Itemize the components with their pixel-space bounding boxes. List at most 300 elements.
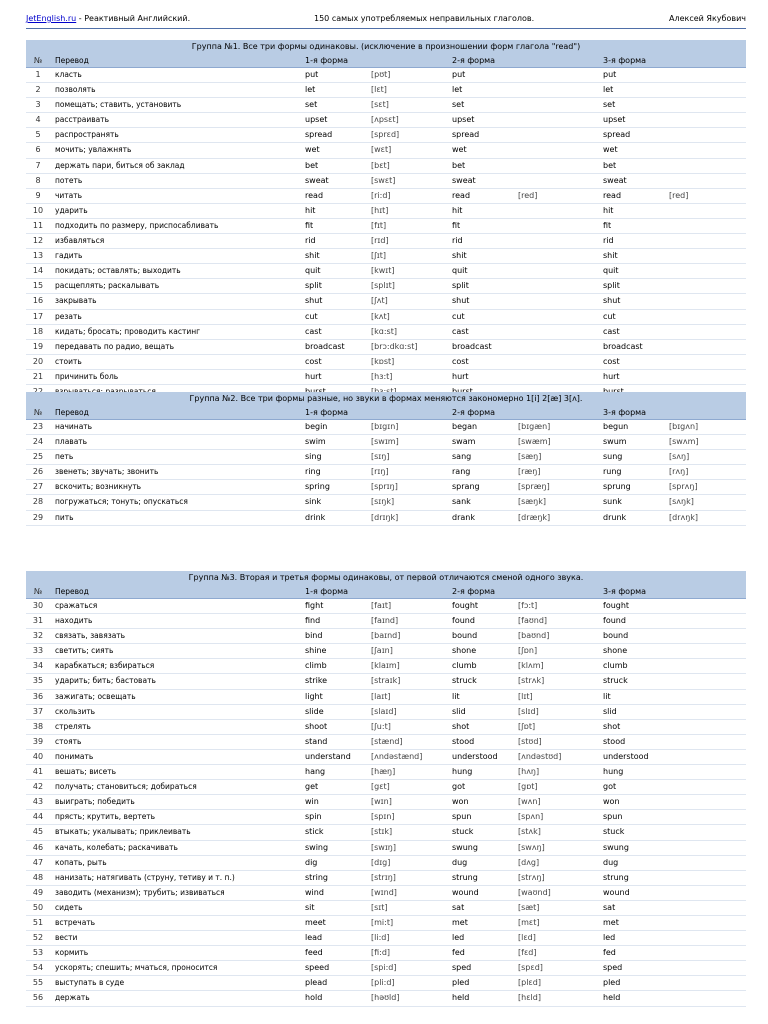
- transcription-2: [swæm]: [518, 437, 551, 447]
- transcription-2: [fɔ:t]: [518, 601, 538, 610]
- table-row: [26, 204, 746, 219]
- table-row: [26, 946, 746, 961]
- form-1: shine: [305, 646, 327, 656]
- header-form-2: 2-я форма: [452, 56, 496, 65]
- table-row: [26, 159, 746, 174]
- form-3: sweat: [603, 175, 627, 185]
- form-2: began: [452, 422, 478, 431]
- form-3: fed: [603, 948, 616, 958]
- verb-group-2: [26, 392, 746, 526]
- row-number: 26: [32, 467, 44, 477]
- row-number: 47: [32, 857, 44, 867]
- form-3: swum: [603, 437, 627, 447]
- form-2: wound: [452, 887, 479, 897]
- transcription-1: [slaɪd]: [371, 706, 397, 716]
- table-row: [26, 234, 746, 249]
- form-2: fought: [452, 601, 479, 610]
- form-1: shut: [305, 296, 323, 306]
- form-2: shut: [452, 296, 470, 306]
- row-number: 55: [32, 978, 44, 988]
- form-1: lead: [305, 933, 323, 943]
- transcription-2: [gɒt]: [518, 782, 538, 792]
- verb-group-3: [26, 571, 746, 1007]
- form-3: struck: [603, 676, 628, 686]
- form-1: shit: [305, 251, 320, 261]
- transcription-1: [splɪt]: [371, 281, 395, 291]
- form-1: hurt: [305, 371, 322, 381]
- form-2: upset: [452, 115, 475, 125]
- form-1: fight: [305, 601, 324, 610]
- table-row: [26, 325, 746, 340]
- form-3: hurt: [603, 371, 620, 381]
- table-row: [26, 916, 746, 931]
- transcription-2: [hʌŋ]: [518, 767, 540, 777]
- form-1: swim: [305, 437, 326, 447]
- form-1: bet: [305, 160, 319, 170]
- page-header: [26, 10, 746, 29]
- row-number: 54: [32, 963, 44, 973]
- form-2: got: [452, 782, 466, 792]
- group-title: Группа №1. Все три формы одинаковы. (исключение в произношении форм глагола "read"): [26, 40, 746, 54]
- row-number: 37: [32, 706, 44, 716]
- translation: петь: [55, 452, 74, 462]
- transcription-1: [spɪn]: [371, 812, 395, 822]
- transcription-1: [klaɪm]: [371, 661, 400, 671]
- form-2: cut: [452, 311, 465, 321]
- translation: нанизать; натягивать (струну, тетиву и т. п.): [55, 872, 235, 882]
- translation: качать, колебать; раскачивать: [55, 842, 178, 852]
- translation: получать; становиться; добираться: [55, 782, 197, 792]
- form-3: won: [603, 797, 620, 807]
- form-3: hit: [603, 205, 614, 215]
- row-number: 21: [32, 371, 44, 381]
- form-2: fed: [452, 948, 465, 958]
- row-number: 16: [32, 296, 44, 306]
- row-number: 38: [32, 721, 44, 731]
- form-3: rid: [603, 236, 614, 246]
- transcription-1: [ʃaɪn]: [371, 646, 393, 656]
- form-3: fought: [603, 601, 630, 610]
- transcription-2: [stʊd]: [518, 736, 542, 746]
- form-3: shone: [603, 646, 628, 656]
- table-row: [26, 68, 746, 83]
- transcription-3: [sprʌŋ]: [669, 482, 698, 492]
- row-number: 36: [32, 691, 44, 701]
- form-3: spun: [603, 812, 623, 822]
- transcription-1: [mi:t]: [371, 917, 394, 927]
- transcription-1: [hɪt]: [371, 205, 389, 215]
- header-number: №: [33, 408, 43, 417]
- form-1: climb: [305, 661, 327, 671]
- row-number: 20: [32, 356, 44, 366]
- form-3: understood: [603, 751, 649, 761]
- form-3: stood: [603, 736, 626, 746]
- form-2: rid: [452, 236, 463, 246]
- transcription-1: [laɪt]: [371, 691, 391, 701]
- row-number: 10: [32, 205, 44, 215]
- translation: стоять: [55, 736, 82, 746]
- form-3: cast: [603, 326, 620, 336]
- row-number: 46: [32, 842, 44, 852]
- translation: скользить: [55, 706, 96, 716]
- row-number: 30: [32, 601, 44, 610]
- row-number: 6: [35, 145, 41, 155]
- form-2: dug: [452, 857, 468, 867]
- form-1: stick: [305, 827, 324, 837]
- transcription-1: [ʃu:t]: [371, 721, 391, 731]
- translation: карабкаться; взбираться: [55, 661, 155, 671]
- transcription-2: [ʌndəstʊd]: [518, 751, 562, 761]
- row-number: 14: [32, 266, 44, 276]
- transcription-1: [kʌt]: [371, 311, 390, 321]
- transcription-1: [rɪd]: [371, 236, 389, 246]
- form-2: sweat: [452, 175, 476, 185]
- translation: прясть; крутить, вертеть: [55, 812, 156, 822]
- form-1: ring: [305, 467, 321, 477]
- table-row: [26, 735, 746, 750]
- group-title: Группа №2. Все три формы разные, но звуки в формах меняются закономерно 1[i] 2[æ] 3[ʌ].: [26, 392, 746, 406]
- translation: начинать: [55, 422, 93, 431]
- row-number: 8: [35, 175, 41, 185]
- form-1: shoot: [305, 721, 328, 731]
- header-form-1: 1-я форма: [305, 587, 349, 596]
- table-row: [26, 705, 746, 720]
- form-3: swung: [603, 842, 629, 852]
- form-1: upset: [305, 115, 328, 125]
- row-number: 27: [32, 482, 44, 492]
- transcription-1: [brɔ:dkɑ:st]: [371, 341, 418, 351]
- form-2: slid: [452, 706, 466, 716]
- site-suffix: - Реактивный Английский.: [76, 14, 191, 23]
- row-number: 24: [32, 437, 44, 447]
- row-number: 3: [35, 100, 41, 110]
- transcription-1: [wɛt]: [371, 145, 392, 155]
- transcription-2: [mɛt]: [518, 917, 540, 927]
- table-row: [26, 931, 746, 946]
- form-2: sped: [452, 963, 472, 973]
- transcription-3: [bɪgʌn]: [669, 422, 699, 431]
- form-1: feed: [305, 948, 323, 958]
- translation: пить: [55, 512, 74, 522]
- form-3: stuck: [603, 827, 625, 837]
- row-number: 35: [32, 676, 44, 686]
- translation: кидать; бросать; проводить кастинг: [55, 326, 201, 336]
- row-number: 18: [32, 326, 44, 336]
- form-2: sprang: [452, 482, 480, 492]
- transcription-1: [baɪnd]: [371, 631, 401, 641]
- transcription-2: [waʊnd]: [518, 887, 551, 897]
- translation: сражаться: [55, 601, 98, 610]
- translation: расстраивать: [55, 115, 110, 125]
- transcription-1: [spi:d]: [371, 963, 397, 973]
- form-2: understood: [452, 751, 498, 761]
- transcription-2: [ʃɒt]: [518, 721, 536, 731]
- table-row: [26, 599, 746, 614]
- form-1: light: [305, 691, 323, 701]
- form-1: spin: [305, 812, 322, 822]
- transcription-2: [stʌk]: [518, 827, 541, 837]
- form-3: sat: [603, 902, 616, 912]
- translation: плавать: [55, 437, 88, 447]
- table-row: [26, 113, 746, 128]
- form-2: rang: [452, 467, 471, 477]
- transcription-1: [li:d]: [371, 933, 390, 943]
- row-number: 52: [32, 933, 44, 943]
- form-3: set: [603, 100, 616, 110]
- translation: понимать: [55, 751, 94, 761]
- form-1: spread: [305, 130, 333, 140]
- translation: потеть: [55, 175, 83, 185]
- row-number: 7: [35, 160, 41, 170]
- translation: распространять: [55, 130, 119, 140]
- table-row: [26, 294, 746, 309]
- form-1: swing: [305, 842, 329, 852]
- table-row: [26, 614, 746, 629]
- translation: помещать; ставить, установить: [55, 100, 182, 110]
- transcription-3: [sʌŋ]: [669, 452, 690, 462]
- form-2: stood: [452, 736, 475, 746]
- transcription-2: [baʊnd]: [518, 631, 550, 641]
- transcription-1: [pʊt]: [371, 70, 391, 79]
- group-title: Группа №3. Вторая и третья формы одинаковы, от первой отличаются сменой одного звука.: [26, 571, 746, 585]
- row-number: 45: [32, 827, 44, 837]
- translation: выступать в суде: [55, 978, 125, 988]
- translation: вести: [55, 933, 78, 943]
- header-form-1: 1-я форма: [305, 408, 349, 417]
- translation: ускорять; спешить; мчаться, проносится: [55, 963, 218, 973]
- column-header-row: [26, 54, 746, 68]
- translation: позволять: [55, 85, 96, 95]
- transcription-2: [dræŋk]: [518, 512, 551, 522]
- row-number: 17: [32, 311, 44, 321]
- form-1: get: [305, 782, 319, 792]
- translation: находить: [55, 616, 93, 626]
- transcription-2: [spɛd]: [518, 963, 543, 973]
- form-2: strung: [452, 872, 478, 882]
- form-3: lit: [603, 691, 611, 701]
- transcription-1: [stɪk]: [371, 827, 393, 837]
- transcription-3: [red]: [669, 190, 689, 200]
- translation: копать, рыть: [55, 857, 107, 867]
- transcription-2: [ʃɒn]: [518, 646, 538, 656]
- form-1: hang: [305, 767, 326, 777]
- transcription-2: [ræŋ]: [518, 467, 541, 477]
- transcription-1: [hɜ:t]: [371, 371, 393, 381]
- translation: вскочить; возникнуть: [55, 482, 142, 492]
- form-3: broadcast: [603, 341, 643, 351]
- transcription-1: [wɪn]: [371, 797, 392, 807]
- form-2: set: [452, 100, 465, 110]
- form-1: cost: [305, 356, 322, 366]
- form-2: found: [452, 616, 475, 626]
- table-row: [26, 189, 746, 204]
- transcription-1: [swɪŋ]: [371, 842, 396, 852]
- form-2: sank: [452, 497, 471, 507]
- header-number: №: [33, 56, 43, 65]
- table-row: [26, 644, 746, 659]
- translation: встречать: [55, 917, 96, 927]
- row-number: 23: [32, 422, 44, 431]
- form-1: quit: [305, 266, 321, 276]
- row-number: 40: [32, 751, 44, 761]
- form-2: shot: [452, 721, 470, 731]
- row-number: 15: [32, 281, 44, 291]
- form-3: put: [603, 70, 617, 79]
- translation: гадить: [55, 251, 83, 261]
- table-row: [26, 961, 746, 976]
- table-row: [26, 871, 746, 886]
- form-1: dig: [305, 857, 318, 867]
- translation: выиграть; победить: [55, 797, 135, 807]
- site-link[interactable]: JetEnglish.ru: [26, 14, 77, 23]
- form-3: shot: [603, 721, 621, 731]
- transcription-1: [sprɪŋ]: [371, 482, 398, 492]
- transcription-2: [strʌŋ]: [518, 872, 545, 882]
- table-row: [26, 810, 746, 825]
- form-2: swung: [452, 842, 478, 852]
- form-2: stuck: [452, 827, 474, 837]
- row-number: 50: [32, 902, 44, 912]
- transcription-2: [swʌŋ]: [518, 842, 545, 852]
- form-3: got: [603, 782, 617, 792]
- row-number: 51: [32, 917, 44, 927]
- row-number: 1: [35, 70, 41, 79]
- transcription-1: [pli:d]: [371, 978, 395, 988]
- translation: кормить: [55, 948, 89, 958]
- transcription-1: [faɪt]: [371, 601, 392, 610]
- form-1: sit: [305, 902, 315, 912]
- form-1: wet: [305, 145, 320, 155]
- form-3: quit: [603, 266, 619, 276]
- form-3: led: [603, 933, 616, 943]
- form-2: led: [452, 933, 465, 943]
- form-3: upset: [603, 115, 626, 125]
- row-number: 9: [35, 190, 41, 200]
- form-2: sang: [452, 452, 472, 462]
- row-number: 31: [32, 616, 44, 626]
- form-3: found: [603, 616, 626, 626]
- form-3: strung: [603, 872, 629, 882]
- form-1: sweat: [305, 175, 329, 185]
- form-1: set: [305, 100, 318, 110]
- form-2: cast: [452, 326, 469, 336]
- form-1: plead: [305, 978, 328, 988]
- transcription-2: [dʌg]: [518, 857, 540, 867]
- transcription-1: [straɪk]: [371, 676, 401, 686]
- transcription-1: [dɪg]: [371, 857, 391, 867]
- table-row: [26, 420, 746, 435]
- document-title: 150 самых употребляемых неправильных глаголов.: [314, 14, 535, 23]
- row-number: 33: [32, 646, 44, 656]
- translation: вешать; висеть: [55, 767, 117, 777]
- translation: звенеть; звучать; звонить: [55, 467, 159, 477]
- row-number: 32: [32, 631, 44, 641]
- transcription-1: [sɪŋ]: [371, 452, 390, 462]
- translation: причинить боль: [55, 371, 119, 381]
- table-row: [26, 98, 746, 113]
- transcription-1: [ʃʌt]: [371, 296, 388, 306]
- form-1: begin: [305, 422, 328, 431]
- transcription-3: [drʌŋk]: [669, 512, 699, 522]
- table-row: [26, 795, 746, 810]
- row-number: 34: [32, 661, 44, 671]
- column-header-row: [26, 406, 746, 420]
- form-3: bound: [603, 631, 629, 641]
- form-3: sped: [603, 963, 623, 973]
- translation: избавляться: [55, 236, 105, 246]
- header-form-3: 3-я форма: [603, 56, 647, 65]
- row-number: 12: [32, 236, 44, 246]
- transcription-1: [swɛt]: [371, 175, 396, 185]
- form-2: shit: [452, 251, 467, 261]
- form-2: wet: [452, 145, 467, 155]
- form-1: sink: [305, 497, 322, 507]
- table-row: [26, 310, 746, 325]
- transcription-2: [bɪgæn]: [518, 422, 551, 431]
- form-1: broadcast: [305, 341, 345, 351]
- table-row: [26, 976, 746, 991]
- transcription-1: [stænd]: [371, 736, 403, 746]
- translation: стрелять: [55, 721, 91, 731]
- translation: сидеть: [55, 902, 83, 912]
- header-form-2: 2-я форма: [452, 408, 496, 417]
- transcription-2: [spʌn]: [518, 812, 544, 822]
- row-number: 25: [32, 452, 44, 462]
- form-3: sung: [603, 452, 623, 462]
- translation: читать: [55, 190, 83, 200]
- translation: мочить; увлажнять: [55, 145, 132, 155]
- form-1: find: [305, 616, 321, 626]
- form-3: met: [603, 917, 619, 927]
- form-2: read: [452, 190, 471, 200]
- row-number: 41: [32, 767, 44, 777]
- translation: втыкать; укалывать; приклеивать: [55, 827, 191, 837]
- form-3: spread: [603, 130, 631, 140]
- translation: ударить; бить; бастовать: [55, 676, 156, 686]
- form-2: hung: [452, 767, 473, 777]
- table-row: [26, 750, 746, 765]
- row-number: 2: [35, 85, 41, 95]
- site-credit: [26, 10, 190, 27]
- translation: держать пари, биться об заклад: [55, 160, 185, 170]
- form-2: clumb: [452, 661, 477, 671]
- form-3: fit: [603, 220, 612, 230]
- form-2: fit: [452, 220, 461, 230]
- form-3: hung: [603, 767, 624, 777]
- table-row: [26, 450, 746, 465]
- form-2: swam: [452, 437, 476, 447]
- transcription-1: [faɪnd]: [371, 616, 399, 626]
- form-3: pled: [603, 978, 621, 988]
- form-1: speed: [305, 963, 330, 973]
- form-1: wind: [305, 887, 324, 897]
- table-row: [26, 886, 746, 901]
- translation: закрывать: [55, 296, 97, 306]
- form-3: bet: [603, 160, 617, 170]
- transcription-1: [swɪm]: [371, 437, 399, 447]
- transcription-1: [həʊld]: [371, 993, 400, 1003]
- header-form-1: 1-я форма: [305, 56, 349, 65]
- transcription-2: [klʌm]: [518, 661, 544, 671]
- transcription-2: [sæŋ]: [518, 452, 542, 462]
- transcription-1: [sɛt]: [371, 100, 389, 110]
- form-1: split: [305, 281, 322, 291]
- form-3: dug: [603, 857, 619, 867]
- form-3: shut: [603, 296, 621, 306]
- table-row: [26, 279, 746, 294]
- header-form-3: 3-я форма: [603, 587, 647, 596]
- form-3: drunk: [603, 512, 627, 522]
